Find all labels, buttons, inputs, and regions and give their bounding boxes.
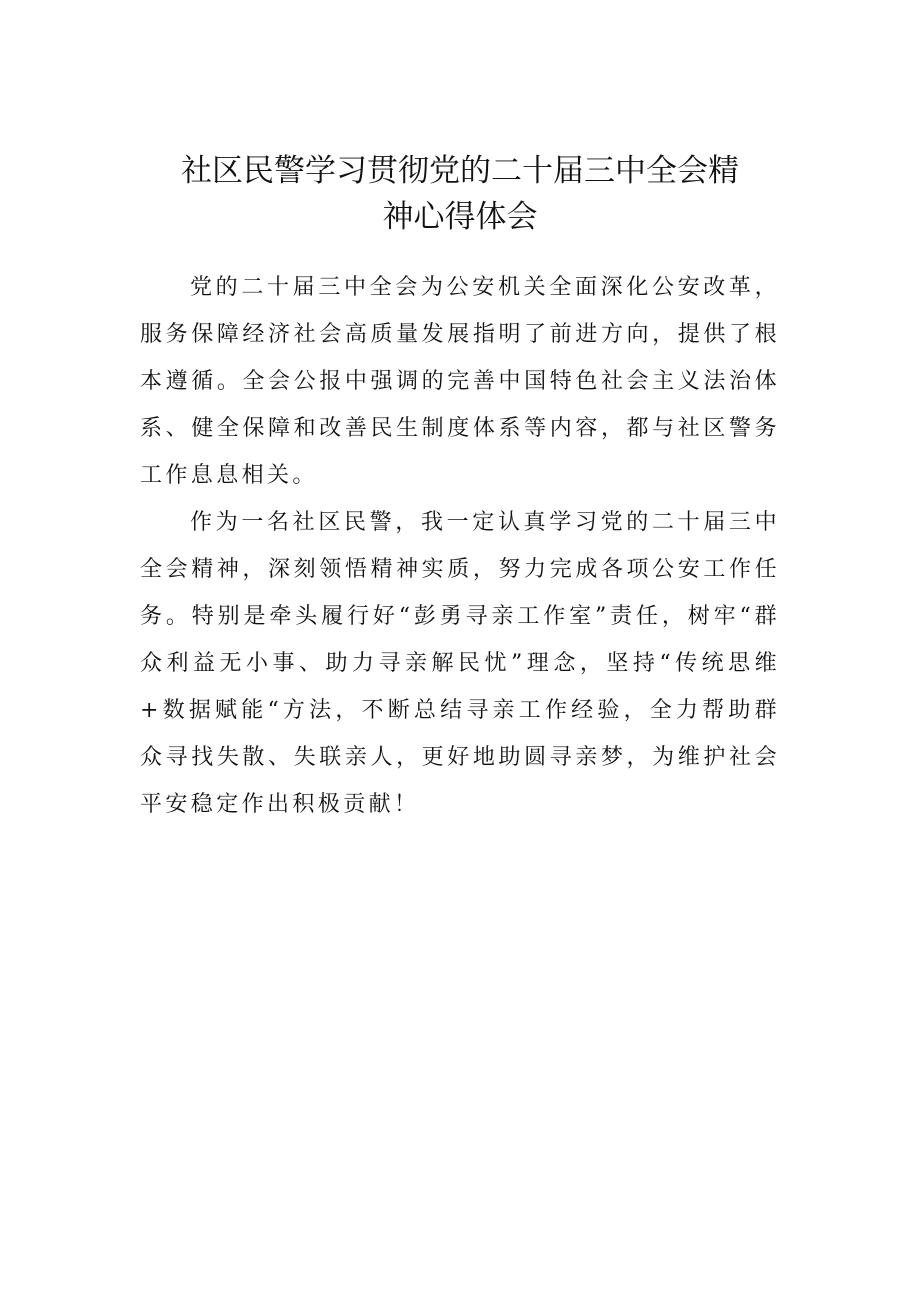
title-line-1: 社区民警学习贯彻党的二十届三中全会精 [181,153,739,189]
document-body [140,264,780,828]
title-line-2: 神心得体会 [382,199,538,235]
document-title [120,148,800,240]
paragraph-1: 党的二十届三中全会为公安机关全面深化公安改革，服务保障经济社会高质量发展指明了前进方向，提供了根本遵循。全会公报中强调的完善中国特色社会主义法治体系、健全保障和改善民生制度体系等内容，都与社区警务工作息息相关。 [140,275,780,488]
paragraph-2: 作为一名社区民警，我一定认真学习党的二十届三中全会精神，深刻领悟精神实质，努力完成各项公安工作任务。特别是牵头履行好“彭勇寻亲工作室”责任，树牢“群众利益无小事、助力寻亲解民忧”理念，坚持“传统思维+数据赋能“方法，不断总结寻亲工作经验，全力帮助群众寻找失散、失联亲人，更好地助圆寻亲梦，为维护社会平安稳定作出积极贡献！ [140,510,780,817]
